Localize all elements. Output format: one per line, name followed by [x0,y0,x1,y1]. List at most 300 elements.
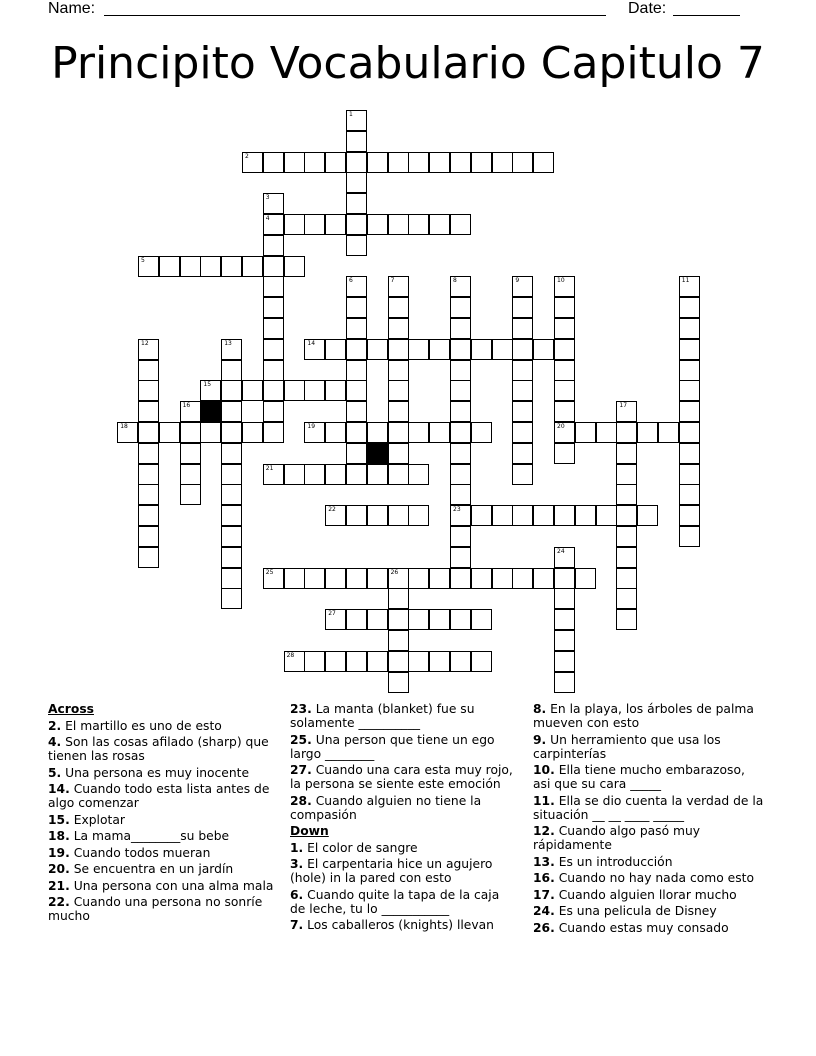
crossword-cell[interactable] [304,568,325,589]
clue-text: Son las cosas afilado (sharp) que tienen las rosas [48,735,269,763]
crossword-cell[interactable] [346,464,367,485]
crossword-cell[interactable] [616,505,637,526]
crossword-cell[interactable] [450,484,471,505]
crossword-cell[interactable] [138,360,159,381]
crossword-cell[interactable] [616,484,637,505]
crossword-cell[interactable] [616,443,637,464]
crossword-cell[interactable] [263,464,284,485]
clue-number: 26. [533,920,555,935]
crossword-cell[interactable] [679,318,700,339]
crossword-cell[interactable] [367,152,388,173]
crossword-cell[interactable] [408,568,429,589]
crossword-cell[interactable] [388,318,409,339]
crossword-cell[interactable] [450,401,471,422]
crossword-cell[interactable] [367,214,388,235]
crossword-cell[interactable] [450,297,471,318]
crossword-cell[interactable] [325,651,346,672]
clue-item [533,702,765,730]
crossword-cell[interactable] [263,401,284,422]
crossword-cell[interactable] [221,547,242,568]
crossword-cell[interactable] [408,505,429,526]
clue-number: 12 [141,339,149,347]
crossword-cell[interactable] [512,360,533,381]
crossword-cell[interactable] [408,609,429,630]
clue-number: 21 [265,464,274,472]
crossword-cell[interactable] [554,505,575,526]
crossword-cell[interactable] [471,422,492,443]
clue-number: 26 [390,568,399,576]
crossword-cell[interactable] [242,152,263,173]
crossword-cell[interactable] [325,568,346,589]
crossword-cell[interactable] [304,422,325,443]
crossword-cell[interactable] [304,651,325,672]
clue-text: Una person que tiene un ego largo ________ [290,732,495,761]
crossword-cell[interactable] [554,318,575,339]
crossword-cell[interactable] [138,380,159,401]
crossword-cell[interactable] [512,568,533,589]
clue-number: 12. [533,824,555,838]
crossword-cell[interactable] [512,505,533,526]
crossword-cell[interactable] [138,256,159,277]
crossword-cell[interactable] [242,256,263,277]
crossword-cell[interactable] [679,380,700,401]
crossword-cell[interactable] [388,401,409,422]
crossword-cell[interactable] [512,422,533,443]
clue-item [533,824,765,852]
crossword-cell[interactable] [512,297,533,318]
crossword-cell[interactable] [575,422,596,443]
crossword-cell[interactable] [221,568,242,589]
crossword-cell[interactable] [284,464,305,485]
crossword-cell[interactable] [596,422,617,443]
crossword-cell[interactable] [450,318,471,339]
crossword-cell[interactable] [221,588,242,609]
crossword-cell[interactable] [263,276,284,297]
crossword-cell[interactable] [554,297,575,318]
crossword-cell[interactable] [221,464,242,485]
clue-text: Una persona con una alma mala [69,878,274,893]
crossword-cell[interactable] [450,609,471,630]
crossword-cell[interactable] [138,484,159,505]
crossword-cell[interactable] [512,401,533,422]
clue-number: 21. [48,878,70,893]
name-label: Name: [48,0,96,17]
crossword-cell[interactable] [346,360,367,381]
crossword-cell[interactable] [325,464,346,485]
crossword-cell[interactable] [325,422,346,443]
clue-item [48,766,278,780]
crossword-cell[interactable] [471,505,492,526]
crossword-cell[interactable] [554,651,575,672]
crossword-cell[interactable] [138,422,159,443]
crossword-cell[interactable] [388,422,409,443]
crossword-cell[interactable] [304,380,325,401]
crossword-cell[interactable] [180,443,201,464]
crossword-cell[interactable] [180,422,201,443]
crossword-cell[interactable] [679,297,700,318]
down-heading: Down [290,824,329,838]
crossword-cell[interactable] [512,152,533,173]
crossword-cell[interactable] [284,568,305,589]
crossword-cell[interactable] [679,484,700,505]
crossword-cell[interactable] [346,568,367,589]
crossword-cell[interactable] [388,214,409,235]
crossword-cell[interactable] [263,256,284,277]
clue-number: 10 [557,277,565,285]
crossword-cell[interactable] [533,505,554,526]
crossword-cell[interactable] [388,152,409,173]
crossword-cell[interactable] [429,422,450,443]
crossword-cell[interactable] [450,443,471,464]
crossword-cell[interactable] [346,505,367,526]
crossword-cell[interactable] [679,526,700,547]
crossword-cell[interactable] [346,235,367,256]
crossword-cell[interactable] [200,380,221,401]
crossword-cell[interactable] [263,422,284,443]
crossword-cell[interactable] [450,464,471,485]
crossword-cell[interactable] [492,339,513,360]
crossword-cell[interactable] [388,276,409,297]
clue-text: Es un introducción [554,854,673,869]
crossword-cell[interactable] [346,152,367,173]
clue-text: Los caballeros (knights) llevan [303,918,494,932]
crossword-cell[interactable] [367,568,388,589]
clue-text: Ella tiene mucho embarazoso, asi que su cara _____ [533,763,745,791]
black-square [367,443,388,464]
crossword-cell[interactable] [512,339,533,360]
crossword-cell[interactable] [284,651,305,672]
crossword-cell[interactable] [263,152,284,173]
crossword-cell[interactable] [367,505,388,526]
crossword-cell[interactable] [325,609,346,630]
crossword-cell[interactable] [679,464,700,485]
crossword-cell[interactable] [284,380,305,401]
clue-text: Explotar [69,812,125,827]
clue-number: 4. [48,735,62,749]
clues-column-1 [48,702,278,926]
clue-number: 8. [533,702,547,716]
crossword-cell[interactable] [263,360,284,381]
clue-number: 18 [120,423,128,430]
crossword-cell[interactable] [221,401,242,422]
clue-number: 15 [203,381,212,389]
crossword-cell[interactable] [450,380,471,401]
clue-item [533,855,765,869]
crossword-cell[interactable] [512,443,533,464]
crossword-cell[interactable] [512,380,533,401]
crossword-cell[interactable] [388,297,409,318]
crossword-cell[interactable] [388,609,409,630]
crossword-cell[interactable] [450,568,471,589]
crossword-cell[interactable] [429,214,450,235]
crossword-cell[interactable] [346,297,367,318]
crossword-cell[interactable] [408,464,429,485]
clue-item [48,719,278,733]
crossword-cell[interactable] [304,339,325,360]
crossword-cell[interactable] [554,568,575,589]
crossword-cell[interactable] [512,318,533,339]
crossword-cell[interactable] [263,339,284,360]
crossword-cell[interactable] [346,110,367,131]
clue-number: 20. [48,862,70,876]
black-square [200,401,221,422]
crossword-cell[interactable] [346,318,367,339]
crossword-cell[interactable] [388,630,409,651]
crossword-cell[interactable] [138,505,159,526]
crossword-cell[interactable] [533,568,554,589]
crossword-cell[interactable] [388,443,409,464]
crossword-cell[interactable] [679,276,700,297]
crossword-cell[interactable] [180,484,201,505]
crossword-cell[interactable] [242,380,263,401]
crossword-cell[interactable] [346,131,367,152]
crossword-cell[interactable] [346,276,367,297]
crossword-cell[interactable] [388,360,409,381]
crossword-cell[interactable] [679,443,700,464]
crossword-cell[interactable] [450,339,471,360]
clue-item [533,921,765,935]
crossword-cell[interactable] [388,464,409,485]
crossword-cell[interactable] [512,464,533,485]
crossword-cell[interactable] [367,609,388,630]
crossword-cell[interactable] [492,505,513,526]
crossword-cell[interactable] [471,651,492,672]
crossword-cell[interactable] [346,339,367,360]
clue-text: Cuando una persona no sonríe mucho [48,895,263,923]
crossword-cell[interactable] [138,547,159,568]
crossword-cell[interactable] [471,609,492,630]
crossword-cell[interactable] [200,422,221,443]
crossword-cell[interactable] [450,547,471,568]
crossword-cell[interactable] [429,651,450,672]
crossword-cell[interactable] [679,360,700,381]
crossword-cell[interactable] [554,380,575,401]
clue-item [290,857,518,885]
clue-item [290,918,518,932]
crossword-cell[interactable] [492,152,513,173]
crossword-cell[interactable] [533,339,554,360]
clue-number: 13. [533,854,555,869]
crossword-cell[interactable] [554,401,575,422]
crossword-cell[interactable] [117,422,138,443]
crossword-cell[interactable] [450,152,471,173]
crossword-cell[interactable] [138,339,159,360]
clue-number: 28. [290,793,312,808]
crossword-cell[interactable] [263,380,284,401]
page-title: Principito Vocabulario Capitulo 7 [51,38,765,89]
crossword-cell[interactable] [388,672,409,693]
crossword-cell[interactable] [346,214,367,235]
crossword-cell[interactable] [429,568,450,589]
clue-text: Cuando algo pasó muy rápidamente [533,824,701,852]
crossword-cell[interactable] [221,256,242,277]
crossword-cell[interactable] [367,422,388,443]
crossword-cell[interactable] [346,401,367,422]
crossword-cell[interactable] [304,152,325,173]
crossword-cell[interactable] [221,339,242,360]
crossword-cell[interactable] [637,422,658,443]
crossword-cell[interactable] [284,214,305,235]
crossword-cell[interactable] [263,235,284,256]
crossword-cell[interactable] [346,172,367,193]
crossword-cell[interactable] [616,609,637,630]
crossword-cell[interactable] [221,443,242,464]
crossword-cell[interactable] [325,505,346,526]
crossword-cell[interactable] [575,568,596,589]
crossword-cell[interactable] [263,214,284,235]
crossword-cell[interactable] [512,276,533,297]
crossword-cell[interactable] [554,630,575,651]
crossword-cell[interactable] [200,256,221,277]
crossword-cell[interactable] [221,422,242,443]
crossword-cell[interactable] [616,401,637,422]
crossword-cell[interactable] [221,505,242,526]
crossword-cell[interactable] [325,214,346,235]
clue-number: 22. [48,895,70,909]
crossword-cell[interactable] [554,672,575,693]
clue-text: Cuando una cara esta muy rojo, la persona se siente este emoción [290,763,513,791]
clue-number: 24 [557,547,565,555]
crossword-cell[interactable] [284,152,305,173]
crossword-cell[interactable] [637,505,658,526]
crossword-cell[interactable] [221,484,242,505]
crossword-cell[interactable] [367,651,388,672]
crossword-cell[interactable] [367,464,388,485]
clue-text: En la playa, los árboles de palma mueven con esto [533,702,754,730]
crossword-cell[interactable] [679,339,700,360]
clue-number: 25. [290,732,312,747]
crossword-cell[interactable] [325,380,346,401]
crossword-cell[interactable] [554,547,575,568]
crossword-cell[interactable] [325,152,346,173]
across-heading: Across [48,702,94,716]
crossword-cell[interactable] [346,422,367,443]
crossword-cell[interactable] [554,609,575,630]
clue-number: 28 [286,651,295,659]
crossword-cell[interactable] [471,568,492,589]
crossword-cell[interactable] [554,422,575,443]
clue-text: El carpentaria hice un agujero (hole) in la pared con esto [290,857,493,885]
crossword-cell[interactable] [450,422,471,443]
crossword-cell[interactable] [263,297,284,318]
clue-number: 7 [390,277,395,285]
clue-number: 1 [349,111,353,118]
clue-number: 15. [48,812,70,827]
crossword-cell[interactable] [679,422,700,443]
clue-item [48,846,278,860]
crossword-cell[interactable] [388,588,409,609]
clue-number: 11. [533,793,555,808]
crossword-cell[interactable] [450,360,471,381]
crossword-cell[interactable] [325,339,346,360]
crossword-cell[interactable] [554,339,575,360]
crossword-cell[interactable] [138,526,159,547]
crossword-cell[interactable] [450,651,471,672]
crossword-cell[interactable] [429,609,450,630]
crossword-cell[interactable] [471,339,492,360]
crossword-cell[interactable] [346,443,367,464]
crossword-cell[interactable] [221,526,242,547]
crossword-cell[interactable] [408,152,429,173]
crossword-cell[interactable] [616,526,637,547]
crossword-cell[interactable] [263,193,284,214]
crossword-cell[interactable] [180,464,201,485]
crossword-cell[interactable] [408,422,429,443]
crossword-cell[interactable] [221,380,242,401]
crossword-cell[interactable] [388,339,409,360]
crossword-cell[interactable] [180,256,201,277]
crossword-cell[interactable] [616,464,637,485]
crossword-cell[interactable] [408,339,429,360]
crossword-cell[interactable] [554,360,575,381]
crossword-cell[interactable] [242,422,263,443]
crossword-cell[interactable] [616,568,637,589]
crossword-cell[interactable] [408,214,429,235]
crossword-cell[interactable] [138,443,159,464]
crossword-cell[interactable] [575,505,596,526]
crossword-cell[interactable] [388,380,409,401]
crossword-cell[interactable] [388,651,409,672]
crossword-cell[interactable] [450,214,471,235]
crossword-cell[interactable] [159,256,180,277]
crossword-cell[interactable] [388,505,409,526]
crossword-cell[interactable] [450,526,471,547]
crossword-cell[interactable] [679,505,700,526]
crossword-cell[interactable] [304,464,325,485]
crossword-cell[interactable] [346,193,367,214]
date-label: Date: [628,0,667,17]
crossword-cell[interactable] [616,422,637,443]
crossword-cell[interactable] [492,568,513,589]
crossword-cell[interactable] [679,401,700,422]
crossword-cell[interactable] [408,651,429,672]
crossword-cell[interactable] [180,401,201,422]
crossword-cell[interactable] [346,609,367,630]
clue-number: 6 [349,277,353,285]
crossword-cell[interactable] [263,568,284,589]
crossword-cell[interactable] [429,339,450,360]
crossword-cell[interactable] [596,505,617,526]
crossword-cell[interactable] [346,651,367,672]
clue-number: 27. [290,763,312,777]
crossword-cell[interactable] [284,256,305,277]
crossword-cell[interactable] [658,422,679,443]
clue-item [48,895,278,923]
crossword-cell[interactable] [304,214,325,235]
crossword-cell[interactable] [450,505,471,526]
crossword-cell[interactable] [533,152,554,173]
crossword-cell[interactable] [554,588,575,609]
clue-number: 17. [533,887,555,902]
crossword-cell[interactable] [450,276,471,297]
crossword-cell[interactable] [159,422,180,443]
crossword-cell[interactable] [263,318,284,339]
clue-number: 3 [265,194,270,202]
crossword-cell[interactable] [138,464,159,485]
crossword-cell[interactable] [429,152,450,173]
crossword-cell[interactable] [367,339,388,360]
crossword-cell[interactable] [346,380,367,401]
crossword-cell[interactable] [471,152,492,173]
crossword-cell[interactable] [554,443,575,464]
crossword-cell[interactable] [221,360,242,381]
crossword-cell[interactable] [616,588,637,609]
crossword-cell[interactable] [388,568,409,589]
clue-text: Cuando quite la tapa de la caja de leche, tu lo ___________ [290,887,500,916]
crossword-cell[interactable] [138,401,159,422]
crossword-cell[interactable] [554,276,575,297]
crossword-cell[interactable] [616,547,637,568]
